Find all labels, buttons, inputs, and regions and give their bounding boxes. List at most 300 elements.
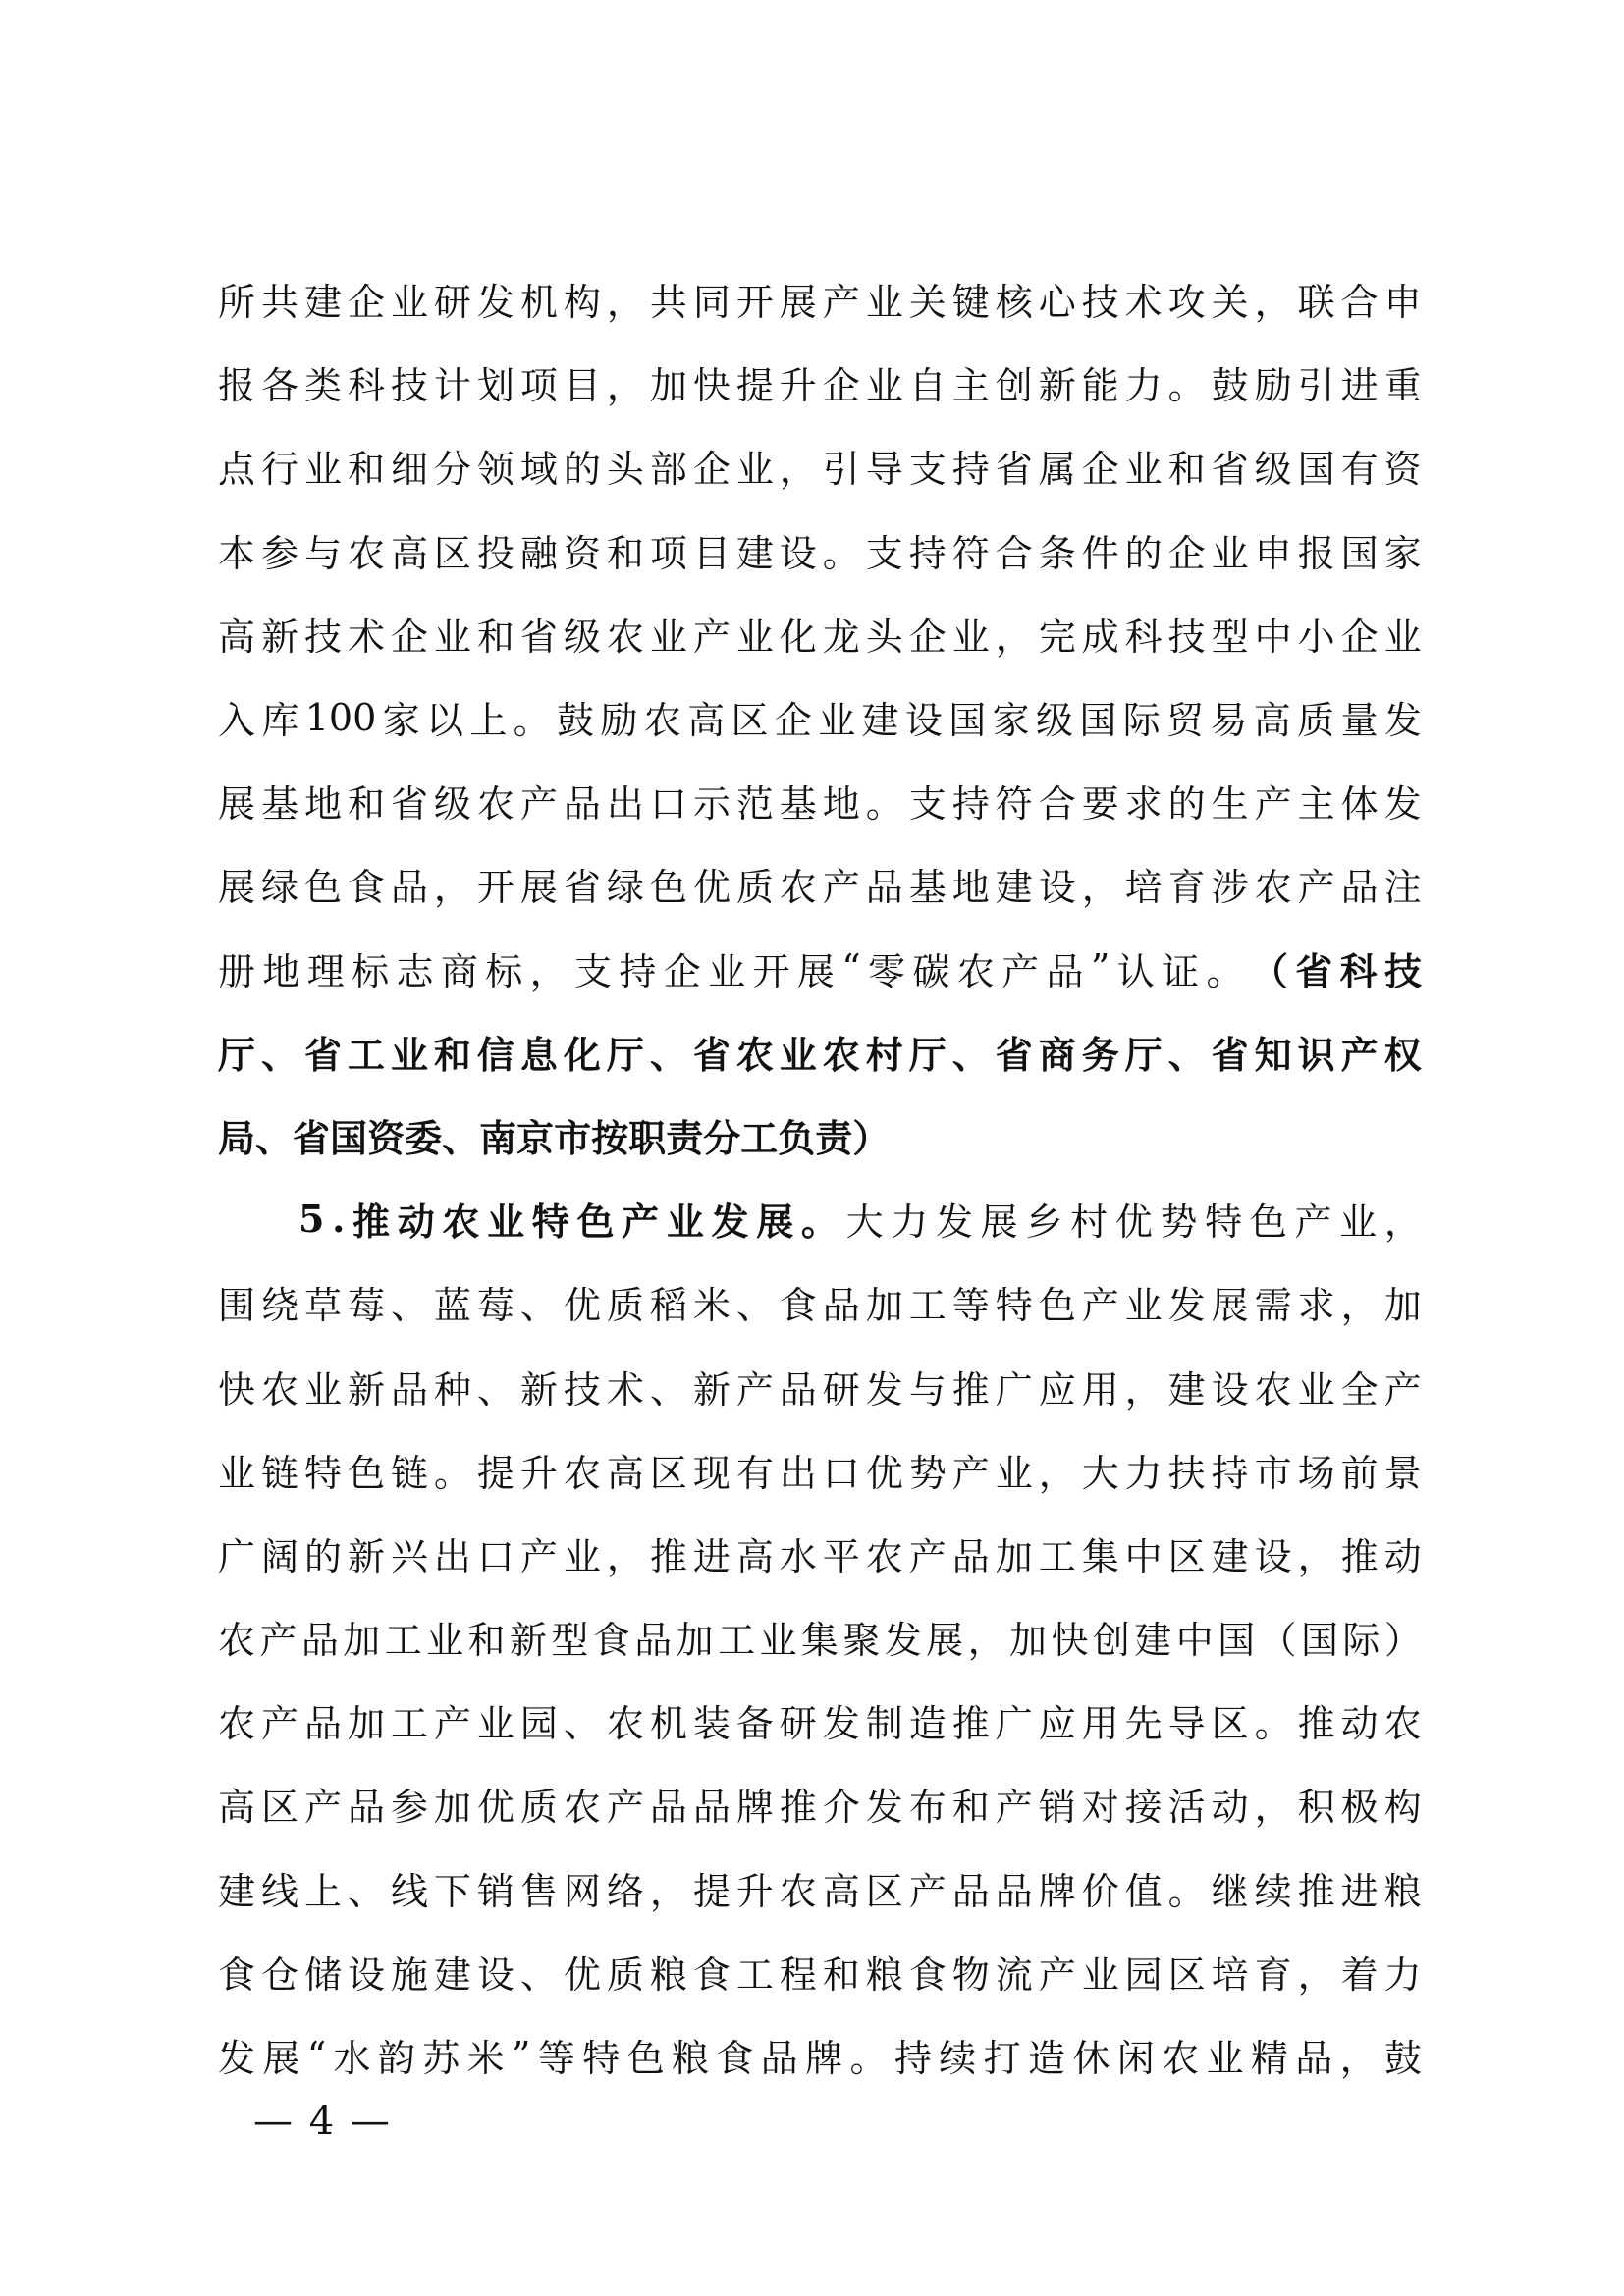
text-char: 基 — [908, 866, 947, 910]
text-char: 品 — [822, 1284, 860, 1328]
text-char: 品 — [303, 1702, 342, 1746]
text-char: 线 — [260, 1869, 298, 1913]
text-char: 农 — [260, 1367, 298, 1412]
text-char: 发 — [822, 1702, 860, 1746]
text-char: 布 — [908, 1786, 947, 1830]
text-char: 资 — [1383, 448, 1422, 492]
text-char: 色 — [347, 1451, 385, 1495]
text-char: ， — [779, 448, 817, 492]
text-char: 品 — [649, 1786, 687, 1830]
text-char: 全 — [1340, 1367, 1379, 1412]
text-char: 销 — [1038, 1786, 1076, 1830]
text-char: 育 — [1254, 1952, 1292, 1997]
text-char: 库 — [261, 699, 299, 743]
text-char: 自 — [908, 364, 947, 408]
text-char: 质 — [735, 866, 774, 910]
text-char: （ — [1250, 948, 1288, 993]
text-char: 用 — [1081, 1367, 1119, 1412]
text-char: 建 — [735, 531, 774, 575]
text-char: 出 — [606, 782, 644, 827]
text-char: 农 — [347, 531, 385, 575]
text-char: 所 — [218, 281, 256, 325]
text-char: 能 — [1081, 364, 1119, 408]
text-char: 开 — [735, 281, 774, 325]
text-char: 粮 — [649, 1952, 687, 1997]
text-char: 势 — [1160, 1201, 1198, 1245]
text-char: 势 — [908, 1451, 947, 1495]
text-char: 韵 — [377, 2037, 415, 2081]
text-char: 细 — [390, 448, 428, 492]
text-char: 出 — [433, 1534, 471, 1578]
text-char: 发 — [865, 1367, 903, 1412]
text-char: 网 — [563, 1869, 601, 1913]
text-char: 业 — [390, 281, 428, 325]
text-char: 科 — [347, 364, 385, 408]
text-char: 和 — [951, 1786, 990, 1830]
text-char: 行 — [260, 448, 298, 492]
text-char: 展 — [980, 1201, 1018, 1245]
text-char: 工 — [1038, 1534, 1076, 1578]
text-char: 加 — [347, 1702, 385, 1746]
text-char: 农 — [779, 1869, 817, 1913]
text-char: 业 — [735, 448, 774, 492]
text-char: 活 — [1167, 1786, 1206, 1830]
text-char: 优 — [563, 1952, 601, 1997]
text-char: 关 — [908, 281, 947, 325]
text-char: 扶 — [1167, 1451, 1206, 1495]
text-char: 品 — [951, 1534, 990, 1578]
text-char: 食 — [592, 1619, 630, 1663]
text-char: 分 — [433, 448, 471, 492]
text-char: 易 — [1210, 699, 1248, 743]
text-char: 引 — [822, 448, 860, 492]
text-char: 共 — [260, 281, 298, 325]
text-char: 支 — [908, 782, 947, 827]
text-char: 新 — [1038, 364, 1076, 408]
text-char: 牌 — [805, 2037, 843, 2081]
text-char: 型 — [551, 1619, 589, 1663]
text-char: 构 — [1383, 1786, 1422, 1830]
text-char: 农 — [563, 1786, 601, 1830]
text-char: 。 — [800, 1200, 839, 1245]
text-char: 农 — [822, 1032, 860, 1077]
text-char: 。 — [849, 2037, 888, 2081]
text-char: 本 — [218, 531, 256, 575]
text-char: 高 — [218, 1786, 256, 1830]
text-char: 设 — [1038, 866, 1076, 910]
text-char: 属 — [1038, 448, 1076, 492]
text-line — [218, 1010, 1422, 1094]
text-char: 型 — [1211, 614, 1249, 659]
text-char: 中 — [1254, 614, 1292, 659]
text-char: 投 — [476, 531, 514, 575]
text-char: ， — [1254, 1786, 1292, 1830]
text-char: 术 — [606, 1367, 644, 1412]
text-char: 负 — [778, 1115, 816, 1160]
text-char: 业 — [303, 1367, 342, 1412]
text-char: 动 — [1383, 1534, 1422, 1578]
text-char: 仓 — [260, 1952, 298, 1997]
text-char: 品 — [760, 2037, 798, 2081]
text-line — [218, 1930, 1422, 2013]
text-char: 新 — [519, 1367, 558, 1412]
text-char: 家 — [382, 699, 420, 743]
text-char: 成 — [1081, 614, 1119, 659]
text-char: 符 — [951, 531, 990, 575]
text-char: 村 — [865, 1032, 903, 1077]
text-char: 品 — [995, 1869, 1033, 1913]
text-char: 色 — [303, 866, 342, 910]
text-char: 区 — [731, 699, 769, 743]
text-char: 产 — [692, 614, 731, 659]
text-line — [218, 1595, 1422, 1679]
text-char: ） — [1383, 1619, 1422, 1663]
text-char: 大 — [1081, 1451, 1119, 1495]
text-char: 色 — [626, 2037, 665, 2081]
text-char: 厅 — [1124, 1032, 1163, 1077]
text-char: 上 — [303, 1869, 342, 1913]
text-char: 标 — [485, 949, 523, 993]
text-char: 支 — [908, 448, 947, 492]
text-char: 鼓 — [557, 699, 595, 743]
text-char: 励 — [1254, 364, 1292, 408]
text-char: 阔 — [260, 1534, 298, 1578]
text-char: 业 — [818, 699, 856, 743]
text-char: 求 — [1124, 782, 1163, 827]
text-char: 计 — [433, 364, 471, 408]
text-char: 和 — [467, 1619, 506, 1663]
text-char: 、 — [519, 1952, 558, 1997]
text-char: ， — [995, 614, 1033, 659]
text-char: ， — [606, 281, 644, 325]
text-char: ， — [1081, 866, 1119, 910]
text-char: ， — [1254, 281, 1292, 325]
text-char: 构 — [563, 281, 601, 325]
text-char: 推 — [1297, 1702, 1335, 1746]
text-char: 鼓 — [1383, 2037, 1422, 2081]
text-char: 、 — [1167, 1032, 1206, 1077]
text-char: 发 — [476, 281, 514, 325]
text-char: 产 — [519, 1534, 558, 1578]
text-char: 质 — [1297, 699, 1335, 743]
text-char: 稻 — [649, 1284, 687, 1328]
text-char: 和 — [822, 1952, 860, 1997]
text-char: 动 — [1211, 1786, 1249, 1830]
text-char: 。 — [1254, 1702, 1292, 1746]
text-char: 现 — [692, 1451, 731, 1495]
text-char: 业 — [666, 1200, 704, 1245]
text-char: . — [332, 1197, 346, 1242]
text-char: 、 — [951, 1032, 990, 1077]
text-char: 商 — [1038, 1032, 1076, 1077]
text-char: 发 — [1383, 782, 1422, 827]
text-char: 贸 — [1166, 699, 1205, 743]
text-char: 品 — [390, 866, 428, 910]
text-char: 农 — [1254, 1367, 1292, 1412]
text-char: 新 — [347, 1367, 385, 1412]
text-char: 基 — [779, 782, 817, 827]
text-char: 农 — [1383, 1702, 1422, 1746]
text-char: 入 — [218, 699, 256, 743]
text-char: 链 — [390, 1451, 428, 1495]
text-char: 级 — [433, 782, 471, 827]
text-char: 质 — [606, 1284, 644, 1328]
text-char: 食 — [692, 1952, 731, 1997]
text-char: 体 — [1340, 782, 1379, 827]
text-char: 国 — [1340, 531, 1379, 575]
text-char: 特 — [303, 1451, 342, 1495]
text-char: 业 — [951, 614, 990, 659]
text-char: 商 — [440, 949, 478, 993]
text-line — [218, 1260, 1422, 1344]
text-char: 业 — [735, 614, 774, 659]
text-char: 点 — [218, 448, 256, 492]
text-char: 优 — [1114, 1201, 1153, 1245]
text-char: 国 — [330, 1115, 368, 1160]
text-char: 绕 — [260, 1284, 298, 1328]
text-char: 碳 — [912, 949, 950, 993]
text-char: 目 — [563, 364, 601, 408]
text-char: 产 — [951, 1451, 990, 1495]
text-char: 新 — [692, 1367, 731, 1412]
text-char: 项 — [649, 531, 687, 575]
text-char: 支 — [574, 949, 613, 993]
text-char: 域 — [519, 448, 558, 492]
text-char: 地 — [303, 782, 342, 827]
text-char: 、 — [347, 1869, 385, 1913]
text-char: 导 — [1167, 1702, 1206, 1746]
text-char: 园 — [519, 1702, 558, 1746]
text-char: 苏 — [422, 2037, 460, 2081]
text-char: 设 — [904, 699, 943, 743]
text-char: 品 — [951, 1869, 990, 1913]
text-line — [218, 1512, 1422, 1595]
text-char: 联 — [1297, 281, 1335, 325]
text-char: 与 — [908, 1367, 947, 1412]
text-char: 介 — [822, 1786, 860, 1830]
text-char: 同 — [692, 281, 731, 325]
text-char: 粮 — [865, 1952, 903, 1997]
text-char: 工 — [718, 1619, 756, 1663]
text-char: 建 — [218, 1869, 256, 1913]
text-char: 责 — [815, 1115, 853, 1160]
text-char: 设 — [779, 531, 817, 575]
text-char: 着 — [1340, 1952, 1379, 1997]
text-char: 业 — [390, 1032, 428, 1077]
text-char: 业 — [1211, 531, 1249, 575]
text-char: 发 — [1167, 1284, 1206, 1328]
text-char: 范 — [735, 782, 774, 827]
text-char: 乡 — [1025, 1201, 1063, 1245]
text-char: 生 — [1211, 782, 1249, 827]
text-char: 国 — [1297, 448, 1335, 492]
text-char: 农 — [476, 782, 514, 827]
text-char: 应 — [1038, 1702, 1076, 1746]
text-char: 引 — [1297, 364, 1335, 408]
text-char: 和 — [1167, 448, 1206, 492]
text-char: 涉 — [1211, 866, 1249, 910]
text-char: 持 — [893, 2037, 932, 2081]
text-char: 业 — [476, 1702, 514, 1746]
text-char: 发 — [884, 1619, 922, 1663]
text-char: 报 — [1297, 531, 1335, 575]
text-char: 物 — [951, 1952, 990, 1997]
text-char: 、 — [519, 1284, 558, 1328]
text-char: 培 — [1124, 866, 1163, 910]
text-char: 产 — [1340, 1032, 1379, 1077]
text-line — [218, 1679, 1422, 1762]
text-char: 开 — [752, 949, 790, 993]
text-char: 权 — [1383, 1032, 1422, 1077]
text-char: 广 — [995, 1367, 1033, 1412]
text-char: 工 — [384, 1619, 422, 1663]
text-line — [218, 424, 1422, 507]
text-char: 精 — [1250, 2037, 1288, 2081]
text-char: 机 — [649, 1702, 687, 1746]
text-char: 标 — [352, 949, 390, 993]
text-char: 优 — [563, 1284, 601, 1328]
text-char: 主 — [1297, 782, 1335, 827]
text-char: 参 — [260, 531, 298, 575]
text-char: 、 — [563, 1702, 601, 1746]
text-char: 农 — [643, 699, 681, 743]
text-char: 质 — [519, 1786, 558, 1830]
text-char: 厅 — [218, 1032, 256, 1077]
text-char: 业 — [433, 614, 471, 659]
text-char: 申 — [1254, 531, 1292, 575]
text-char: 产 — [1081, 1284, 1119, 1328]
text-char: 农 — [442, 1200, 480, 1245]
text-char: 认 — [1116, 949, 1155, 993]
text-char: 技 — [563, 1367, 601, 1412]
text-line — [218, 1094, 1422, 1177]
text-char: 农 — [606, 1702, 644, 1746]
text-char: 米 — [692, 1284, 731, 1328]
text-char: 创 — [995, 364, 1033, 408]
text-char: 100 — [304, 695, 377, 739]
text-char: 培 — [1211, 1952, 1249, 1997]
text-char: 头 — [606, 448, 644, 492]
text-char: 广 — [995, 1702, 1033, 1746]
text-char: 头 — [865, 614, 903, 659]
text-char: 特 — [582, 2037, 621, 2081]
text-char: 食 — [779, 1284, 817, 1328]
text-char: 有 — [1340, 448, 1379, 492]
text-char: 平 — [822, 1534, 860, 1578]
text-char: ， — [1339, 2037, 1378, 2081]
text-char: 知 — [1254, 1032, 1292, 1077]
text-char: 品 — [1340, 866, 1379, 910]
text-char: 色 — [1249, 1201, 1287, 1245]
text-char: 高 — [390, 531, 428, 575]
text-char: 推 — [649, 1534, 687, 1578]
text-char: 共 — [649, 281, 687, 325]
text-char: 继 — [1211, 1869, 1249, 1913]
text-char: 、 — [255, 1115, 294, 1160]
text-char: 加 — [676, 1619, 714, 1663]
text-char: 省 — [1211, 1032, 1249, 1077]
text-char: 产 — [260, 1702, 298, 1746]
text-char: 国 — [1218, 1619, 1256, 1663]
text-char: 集 — [1081, 1534, 1119, 1578]
text-char: 类 — [303, 364, 342, 408]
text-char: ， — [649, 1869, 687, 1913]
text-char: ， — [1124, 1367, 1163, 1412]
text-char: 键 — [951, 281, 990, 325]
text-char: 厅 — [908, 1032, 947, 1077]
text-char: 品 — [347, 1786, 385, 1830]
text-char: 技 — [390, 364, 428, 408]
text-char: 闲 — [1116, 2037, 1155, 2081]
text-char: 企 — [774, 699, 812, 743]
text-char: 品 — [692, 1786, 731, 1830]
text-char: 业 — [1297, 1367, 1335, 1412]
text-char: 鼓 — [1211, 364, 1249, 408]
text-char: 育 — [1167, 866, 1206, 910]
text-char: 口 — [649, 782, 687, 827]
text-char: 企 — [390, 614, 428, 659]
text-char: 高 — [687, 699, 726, 743]
text-char: 省 — [563, 866, 601, 910]
text-char: 广 — [218, 1534, 256, 1578]
text-char: 技 — [1167, 614, 1206, 659]
text-char: 农 — [1254, 866, 1292, 910]
text-char: 色 — [576, 1200, 615, 1245]
text-char: 加 — [433, 1786, 471, 1830]
text-line — [218, 675, 1422, 759]
text-char: 上 — [469, 699, 508, 743]
text-char: 展 — [519, 866, 558, 910]
text-char: 工 — [390, 1702, 428, 1746]
text-char: 链 — [260, 1451, 298, 1495]
text-char: 合 — [995, 531, 1033, 575]
text-char: 。 — [865, 782, 903, 827]
text-char: 有 — [735, 1451, 774, 1495]
text-char: 新 — [347, 1534, 385, 1578]
text-char: 业 — [649, 614, 687, 659]
text-char: 食 — [716, 2037, 754, 2081]
text-char: 优 — [865, 1451, 903, 1495]
text-char: 休 — [1072, 2037, 1110, 2081]
text-char: 按 — [591, 1115, 629, 1160]
text-char: 水 — [333, 2037, 371, 2081]
text-char: 与 — [303, 531, 342, 575]
text-char: 展 — [779, 281, 817, 325]
text-char: 技 — [303, 614, 342, 659]
text-char: “ — [306, 2033, 327, 2077]
text-char: 责 — [666, 1115, 704, 1160]
text-char: 新 — [509, 1619, 547, 1663]
text-char: 工 — [908, 1284, 947, 1328]
text-char: 地 — [951, 866, 990, 910]
text-char: 高 — [218, 614, 256, 659]
text-char: 发 — [865, 1786, 903, 1830]
text-char: 科 — [1124, 614, 1163, 659]
text-char: ” — [1090, 946, 1110, 990]
text-char: 理 — [306, 949, 345, 993]
text-char: 农 — [735, 1032, 774, 1077]
text-char: 值 — [1124, 1869, 1163, 1913]
text-char: 口 — [822, 1451, 860, 1495]
text-char: 省 — [390, 782, 428, 827]
text-char: 产 — [1294, 1201, 1332, 1245]
text-char: 产 — [259, 1619, 298, 1663]
text-char: 和 — [476, 614, 514, 659]
text-char: 推 — [779, 1786, 817, 1830]
text-char: 业 — [759, 1619, 797, 1663]
text-char: 牌 — [735, 1786, 774, 1830]
text-char: 企 — [1081, 448, 1119, 492]
